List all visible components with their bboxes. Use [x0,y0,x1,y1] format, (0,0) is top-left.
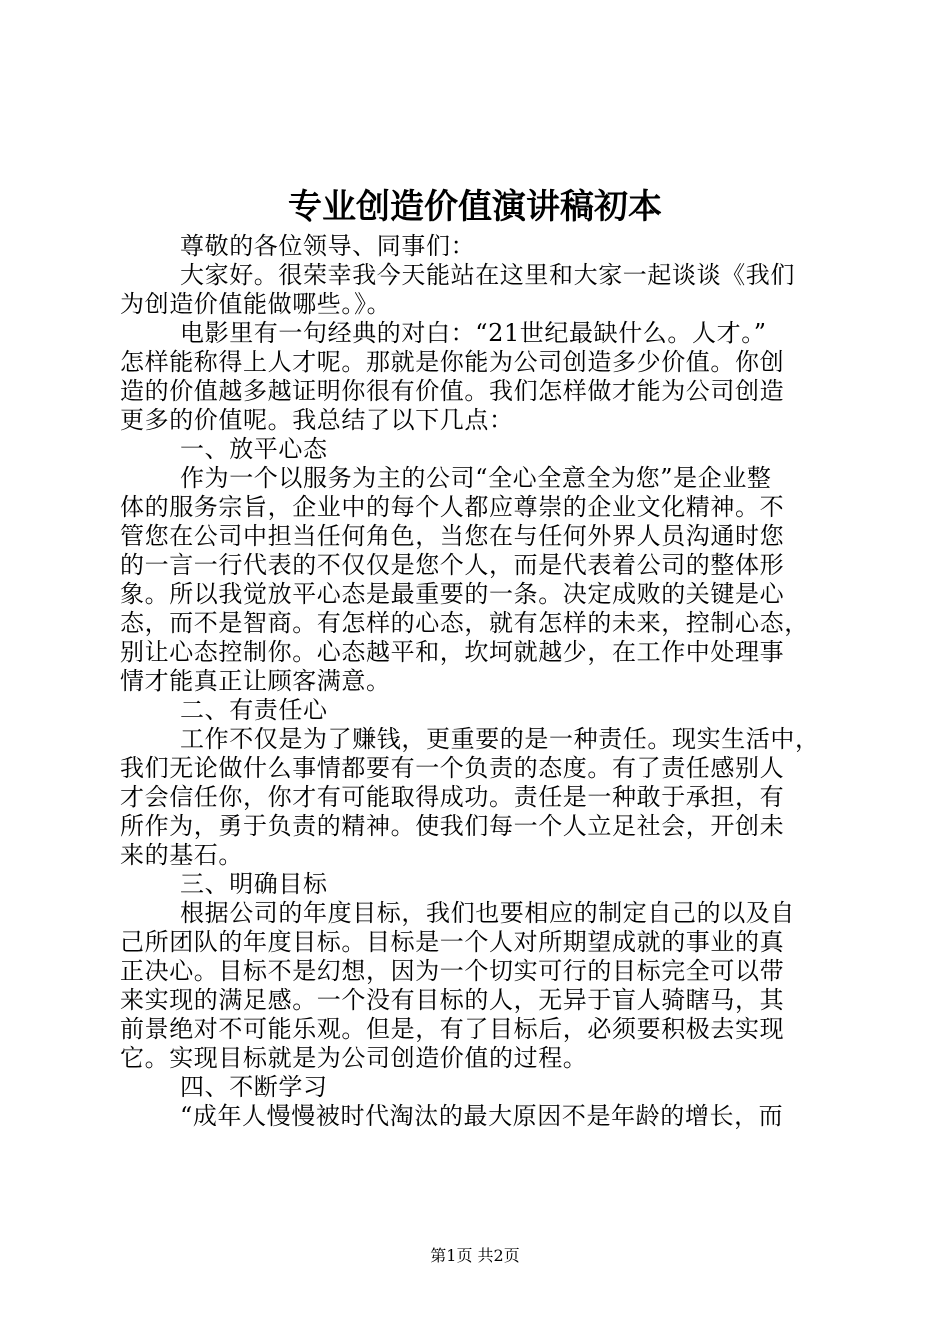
body-line: 象。所以我觉放平心态是最重要的一条。决定成败的关键是心 [120,580,785,608]
body-line: 根据公司的年度目标，我们也要相应的制定自己的以及自 [180,899,795,927]
body-line: 大家好。很荣幸我今天能站在这里和大家一起谈谈《我们 [180,261,795,289]
body-line: 体的服务宗旨，企业中的每个人都应尊崇的企业文化精神。不 [120,493,785,521]
body-line: 三、明确目标 [180,870,328,898]
body-line: 工作不仅是为了赚钱，更重要的是一种责任。现实生活中， [180,725,820,753]
body-line: 为创造价值能做哪些。》。 [120,290,392,318]
document-title: 专业创造价值演讲稿初本 [288,187,662,227]
body-line: 才会信任你，你才有可能取得成功。责任是一种敢于承担，有 [120,783,785,811]
body-line: 一、放平心态 [180,435,328,463]
body-line: “成年人慢慢被时代淘汰的最大原因不是年龄的增长，而 [180,1102,784,1130]
body-line: 怎样能称得上人才呢。那就是你能为公司创造多少价值。你创 [120,348,785,376]
body-line: 己所团队的年度目标。目标是一个人对所期望成就的事业的真 [120,928,785,956]
body-line: 前景绝对不可能乐观。但是，有了目标后，必须要积极去实现 [120,1015,785,1043]
body-line: 更多的价值呢。我总结了以下几点： [120,406,514,434]
body-line: 作为一个以服务为主的公司“全心全意全为您”是企业整 [180,464,772,492]
document-body [120,232,832,1131]
body-line: 情才能真正让顾客满意。 [120,667,391,695]
body-line: 所作为，勇于负责的精神。使我们每一个人立足社会，开创未 [120,812,785,840]
body-line: 二、有责任心 [180,696,328,724]
body-line: 来实现的满足感。一个没有目标的人，无异于盲人骑瞎马，其 [120,986,785,1014]
page-footer: 第1页 共2页 [430,1246,520,1265]
body-line: 我们无论做什么事情都要有一个负责的态度。有了责任感别人 [120,754,785,782]
body-line: 造的价值越多越证明你很有价值。我们怎样做才能为公司创造 [120,377,785,405]
body-line: 它。实现目标就是为公司创造价值的过程。 [120,1044,588,1072]
body-line: 的一言一行代表的不仅仅是您个人，而是代表着公司的整体形 [120,551,785,579]
body-line: 四、不断学习 [180,1073,328,1101]
body-line: 正决心。目标不是幻想，因为一个切实可行的目标完全可以带 [120,957,785,985]
body-line: 尊敬的各位领导、同事们： [180,232,476,260]
body-line: 来的基石。 [120,841,243,869]
body-line: 管您在公司中担当任何角色，当您在与任何外界人员沟通时您 [120,522,785,550]
body-line: 态，而不是智商。有怎样的心态，就有怎样的未来，控制心态， [120,609,809,637]
body-line: 别让心态控制你。心态越平和，坎坷就越少，在工作中处理事 [120,638,785,666]
body-line: 电影里有一句经典的对白：“21世纪最缺什么。人才。” [180,319,767,347]
